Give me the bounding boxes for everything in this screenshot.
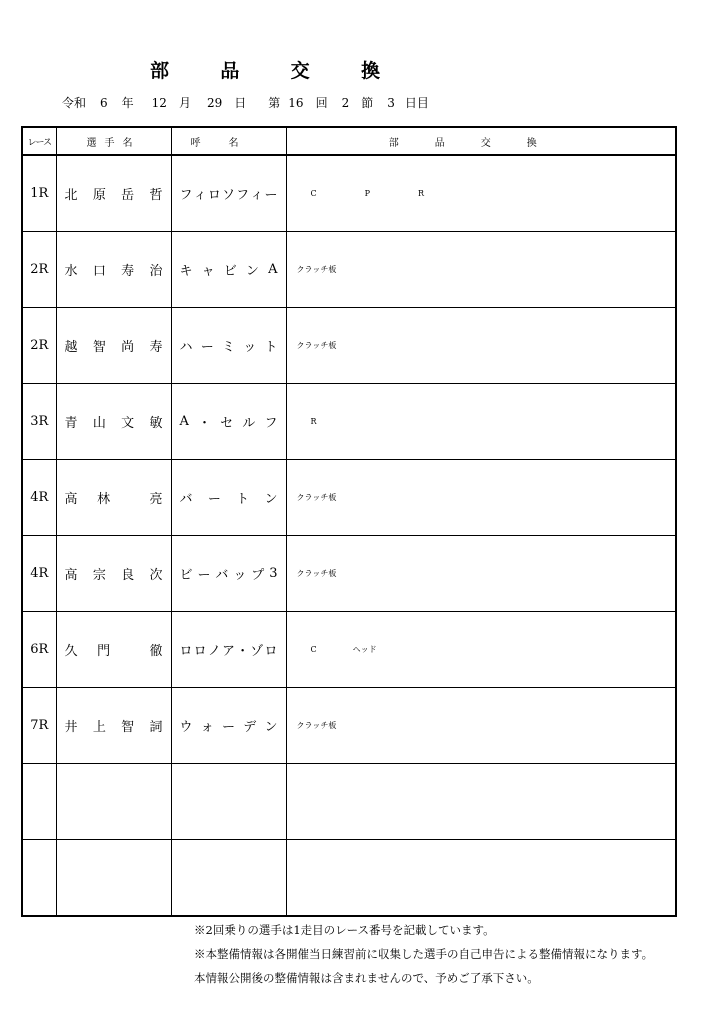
name-char: 久 — [64, 644, 78, 659]
name-char: 上 — [92, 720, 106, 735]
callname-char: セ — [220, 416, 234, 431]
name-char: 亮 — [149, 492, 163, 507]
player-name — [56, 764, 171, 840]
name-char: 徹 — [149, 644, 163, 659]
table-header-row — [22, 127, 676, 155]
callname-char: フ — [264, 416, 278, 431]
race-number: 4R — [22, 460, 56, 536]
name-char: 林 — [97, 492, 111, 507]
race-number: 2R — [22, 308, 56, 384]
callname-char: ー — [264, 188, 278, 203]
callname-char: ル — [242, 416, 256, 431]
callname-char: ロ — [179, 644, 193, 659]
name-char: 良 — [121, 568, 135, 583]
race-number — [22, 840, 56, 917]
name-char: 井 — [64, 720, 78, 735]
callname-char: A — [179, 414, 189, 429]
callname — [171, 308, 286, 384]
callname — [171, 764, 286, 840]
part-item: クラッチ板 — [296, 265, 337, 274]
name-char: 智 — [92, 340, 106, 355]
callname — [171, 155, 286, 232]
parts-exchanged — [286, 764, 676, 840]
header-callname: 呼名 — [171, 127, 286, 155]
name-char: 口 — [92, 264, 106, 279]
name-char: 智 — [121, 720, 135, 735]
table-row — [22, 536, 676, 612]
page-title — [150, 56, 380, 83]
table-row — [22, 688, 676, 764]
title-char: 部 — [150, 60, 170, 82]
callname-char: デ — [243, 720, 257, 735]
callname-char: ン — [264, 720, 278, 735]
callname-char: バ — [215, 568, 229, 583]
parts-exchanged — [286, 536, 676, 612]
date-part: 日 — [234, 96, 247, 110]
date-part: 12 — [151, 96, 167, 110]
callname — [171, 384, 286, 460]
date-part: 16 — [288, 96, 304, 110]
parts-exchange-table — [21, 126, 677, 917]
callname — [171, 840, 286, 917]
parts-exchanged — [286, 688, 676, 764]
date-part: 2 — [341, 96, 350, 110]
date-part: 日目 — [404, 96, 429, 110]
part-item: クラッチ板 — [296, 721, 337, 730]
table-row — [22, 612, 676, 688]
callname-char: ー — [200, 340, 214, 355]
date-part: 月 — [178, 96, 191, 110]
callname-char: ア — [221, 644, 235, 659]
callname-char: ハ — [179, 340, 193, 355]
callname — [171, 536, 286, 612]
callname-char: フ — [179, 188, 193, 203]
player-name — [56, 155, 171, 232]
race-number: 2R — [22, 232, 56, 308]
callname-char: ト — [264, 340, 278, 355]
parts-exchanged — [286, 460, 676, 536]
part-item: P — [364, 189, 371, 198]
name-char: 高 — [64, 492, 78, 507]
player-name — [56, 688, 171, 764]
callname-char: ロ — [193, 644, 207, 659]
name-char: 越 — [64, 340, 78, 355]
callname-char: ロ — [264, 644, 278, 659]
title-char: 換 — [360, 60, 380, 82]
table-row — [22, 308, 676, 384]
callname-char: ィ — [193, 188, 207, 203]
note-line: ※2回乗りの選手は1走目のレース番号を記載しています。 — [194, 923, 495, 937]
name-char: 寿 — [121, 264, 135, 279]
callname-char: ・ — [198, 416, 212, 431]
header-parts-exchange: 部品交換 — [286, 127, 676, 155]
part-item: C — [310, 645, 317, 654]
date-line — [62, 94, 429, 111]
player-name — [56, 232, 171, 308]
callname — [171, 460, 286, 536]
header-race: レース — [22, 127, 56, 155]
player-name — [56, 536, 171, 612]
callname-char: ・ — [236, 644, 250, 659]
name-char: 詞 — [149, 720, 163, 735]
name-char: 宗 — [92, 568, 106, 583]
header-player-name: 選手名 — [56, 127, 171, 155]
parts-exchanged — [286, 384, 676, 460]
callname-char: ー — [221, 720, 235, 735]
table-row — [22, 155, 676, 232]
race-number: 1R — [22, 155, 56, 232]
callname-char: ゾ — [250, 644, 264, 659]
name-char: 次 — [149, 568, 163, 583]
part-item: R — [310, 417, 317, 426]
callname-char: ー — [207, 492, 221, 507]
part-item: ヘッド — [352, 645, 377, 654]
callname-char: ロ — [207, 188, 221, 203]
part-item: クラッチ板 — [296, 493, 337, 502]
part-item: R — [418, 189, 425, 198]
notes — [194, 918, 653, 990]
name-char: 高 — [64, 568, 78, 583]
table-row — [22, 840, 676, 917]
title-char: 交 — [290, 60, 310, 82]
date-part: 回 — [315, 96, 328, 110]
race-number — [22, 764, 56, 840]
player-name — [56, 384, 171, 460]
callname — [171, 232, 286, 308]
part-item: C — [310, 189, 317, 198]
callname-char: ャ — [201, 264, 215, 279]
callname-char: プ — [251, 568, 265, 583]
date-part: 第 — [268, 96, 281, 110]
part-item: クラッチ板 — [296, 569, 337, 578]
note-line: 本情報公開後の整備情報は含まれませんので、予めご了承下さい。 — [194, 971, 539, 985]
name-char: 哲 — [149, 188, 163, 203]
callname-char: ッ — [243, 340, 257, 355]
date-part: 3 — [387, 96, 395, 110]
table-row — [22, 384, 676, 460]
callname-char: A — [268, 262, 278, 277]
name-char: 敏 — [149, 416, 163, 431]
parts-exchanged — [286, 232, 676, 308]
player-name — [56, 612, 171, 688]
note-line: ※本整備情報は各開催当日練習前に収集した選手の自己申告による整備情報になります。 — [194, 947, 654, 961]
callname-char: ィ — [250, 188, 264, 203]
name-char: 岳 — [121, 188, 135, 203]
callname-char: ト — [236, 492, 250, 507]
callname-char: フ — [236, 188, 250, 203]
title-char: 品 — [220, 60, 240, 82]
callname-char: ビ — [223, 264, 237, 279]
callname-char: ッ — [233, 568, 247, 583]
parts-exchanged — [286, 612, 676, 688]
player-name — [56, 308, 171, 384]
callname-char: ー — [197, 568, 211, 583]
callname — [171, 688, 286, 764]
table-row — [22, 764, 676, 840]
parts-exchanged — [286, 840, 676, 917]
name-char: 寿 — [149, 340, 163, 355]
player-name — [56, 840, 171, 917]
player-name — [56, 460, 171, 536]
date-part: 令和 — [62, 96, 87, 110]
name-char: 北 — [64, 188, 78, 203]
callname-char: 3 — [269, 566, 278, 581]
date-part: 29 — [206, 96, 223, 110]
parts-exchanged — [286, 155, 676, 232]
name-char: 門 — [97, 644, 111, 659]
date-part: 年 — [121, 96, 134, 110]
name-char: 原 — [92, 188, 106, 203]
name-char: 山 — [92, 416, 106, 431]
race-number: 3R — [22, 384, 56, 460]
name-char: 文 — [121, 416, 135, 431]
race-number: 7R — [22, 688, 56, 764]
parts-exchanged — [286, 308, 676, 384]
table-row — [22, 232, 676, 308]
callname-char: キ — [179, 264, 193, 279]
callname-char: ノ — [207, 644, 221, 659]
name-char: 青 — [64, 416, 78, 431]
name-char: 水 — [64, 264, 78, 279]
callname — [171, 612, 286, 688]
callname-char: ビ — [179, 568, 193, 583]
callname-char: バ — [179, 492, 193, 507]
date-part: 節 — [361, 96, 374, 110]
callname-char: ォ — [200, 720, 214, 735]
callname-char: ミ — [221, 340, 235, 355]
name-char: 治 — [149, 264, 163, 279]
race-number: 6R — [22, 612, 56, 688]
part-item: クラッチ板 — [296, 341, 337, 350]
callname-char: ソ — [221, 188, 235, 203]
callname-char: ウ — [179, 720, 193, 735]
name-char: 尚 — [121, 340, 135, 355]
table-row — [22, 460, 676, 536]
callname-char: ン — [264, 492, 278, 507]
race-number: 4R — [22, 536, 56, 612]
date-part: 6 — [100, 96, 108, 110]
callname-char: ン — [245, 264, 259, 279]
